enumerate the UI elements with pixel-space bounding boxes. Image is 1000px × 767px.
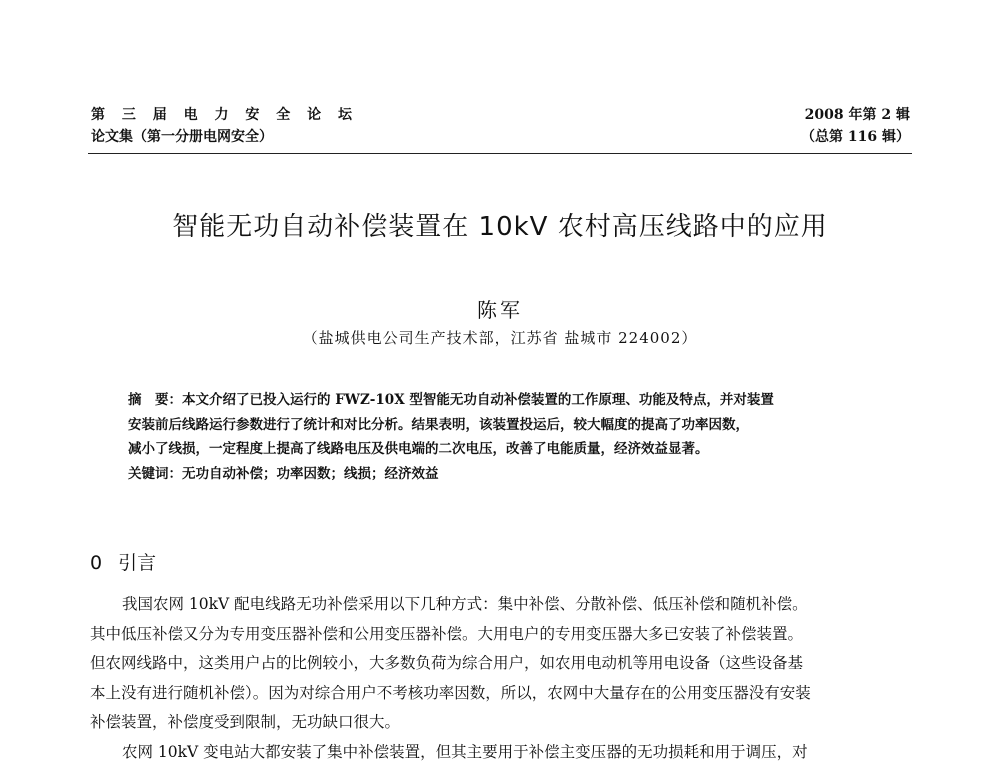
header-divider (88, 153, 912, 154)
abstract-text-1: 本文介绍了已投入运行的 FWZ-10X 型智能无功自动补偿装置的工作原理、功能及特点，并对装置 (182, 392, 774, 408)
abstract-line-1 (128, 388, 888, 413)
total-issue-number: （总第 116 辑） (801, 126, 910, 148)
abstract-label: 摘 要： (128, 392, 182, 408)
body-line-6: 农网 10kV 变电站大都安装了集中补偿装置，但其主要用于补偿主变压器的无功损耗和用于调压，对 (90, 738, 910, 767)
journal-header-left (91, 104, 358, 148)
section-number: 0 (90, 552, 102, 574)
body-line-4: 本上没有进行随机补偿）。因为对综合用户不考核功率因数，所以，农网中大量存在的公用变压器没有安装 (90, 679, 910, 709)
section-heading-introduction (90, 548, 156, 575)
body-text (90, 590, 910, 767)
keywords-label: 关键词： (128, 466, 182, 482)
keywords-line (128, 462, 888, 487)
abstract-line-2: 安装前后线路运行参数进行了统计和对比分析。结果表明，该装置投运后，较大幅度的提高了功率因数， (128, 413, 888, 438)
proceedings-volume: 论文集（第一分册电网安全） (91, 126, 358, 148)
abstract-block (128, 388, 888, 486)
journal-header-right (801, 104, 910, 148)
abstract-line-3: 减小了线损，一定程度上提高了线路电压及供电端的二次电压，改善了电能质量，经济效益显著。 (128, 437, 888, 462)
forum-name: 第 三 届 电 力 安 全 论 坛 (91, 104, 358, 126)
body-line-5: 补偿装置，补偿度受到限制，无功缺口很大。 (90, 708, 910, 738)
paper-title: 智能无功自动补偿装置在 10kV 农村高压线路中的应用 (0, 206, 1000, 243)
keywords-text: 无功自动补偿；功率因数；线损；经济效益 (182, 466, 439, 482)
author-name: 陈军 (0, 294, 1000, 323)
body-line-3: 但农网线路中，这类用户占的比例较小，大多数负荷为综合用户，如农用电动机等用电设备（这些设备基 (90, 649, 910, 679)
author-affiliation: （盐城供电公司生产技术部，江苏省 盐城市 224002） (0, 327, 1000, 348)
section-title: 引言 (118, 552, 156, 574)
body-line-2: 其中低压补偿又分为专用变压器补偿和公用变压器补偿。大用电户的专用变压器大多已安装了补偿装置。 (90, 620, 910, 650)
body-line-1: 我国农网 10kV 配电线路无功补偿采用以下几种方式：集中补偿、分散补偿、低压补偿和随机补偿。 (90, 590, 910, 620)
issue-number: 2008 年第 2 辑 (801, 104, 910, 126)
